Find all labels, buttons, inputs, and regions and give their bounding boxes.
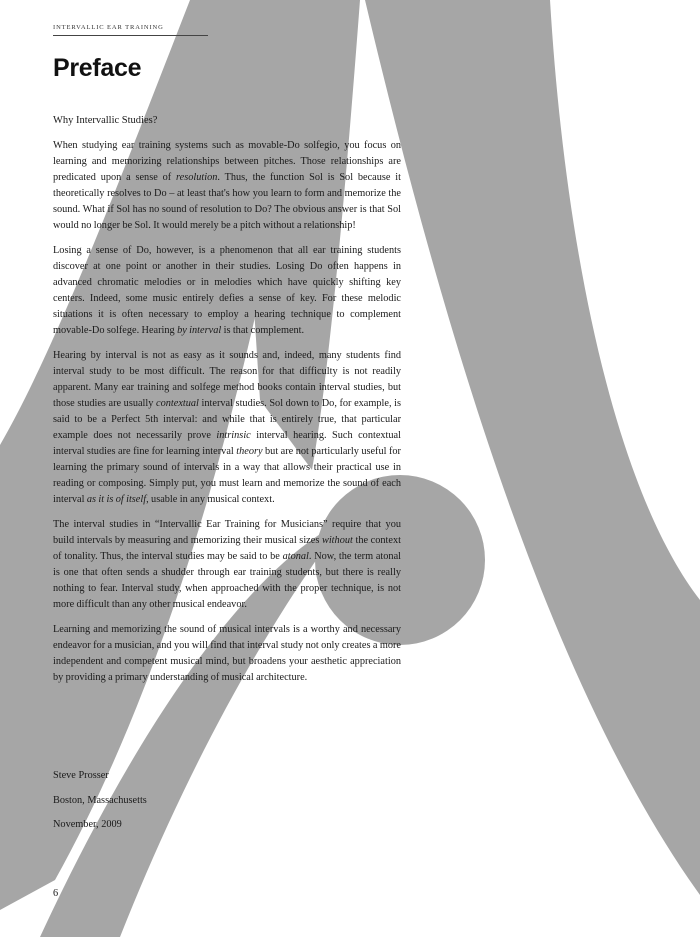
paragraph — [53, 348, 401, 508]
paragraph-text: is that complement. — [221, 325, 305, 336]
emphasis-text: contextual — [156, 398, 199, 409]
preface-date: November, 2009 — [53, 819, 122, 830]
paragraph — [53, 622, 401, 686]
running-head: INTERVALLIC EAR TRAINING — [53, 24, 208, 36]
author-name: Steve Prosser — [53, 770, 109, 781]
preface-body — [53, 113, 401, 695]
paragraph-text: Learning and memorizing the sound of musical intervals is a worthy and necessary endeavor for a musician, and you will find that interval study not only creates a more independent and competent musical mind, but broadens your aesthetic appreciation by providing a primary understanding of musical architecture. — [53, 624, 401, 683]
paragraph-text: but are not particularly useful for learning the primary sound of intervals in a way that allows their practical use in reading or composing. Simply put, you must learn and memorize the sound of each interval — [53, 446, 401, 505]
page-number: 6 — [53, 888, 59, 899]
author-location: Boston, Massachusetts — [53, 794, 147, 806]
signature-block — [53, 768, 147, 842]
paragraph-text: . Thus, the function Sol is Sol because it theoretically resolves to Do – at least that's how you learn to form and memorize the sound. What if Sol has no sound of resolution to Do? The obvious answer is that Sol would no longer be Sol. It would merely be a pitch without a relationship! — [53, 172, 402, 231]
emphasis-text: theory — [236, 446, 263, 457]
paragraph — [53, 517, 401, 613]
emphasis-text: without — [321, 535, 353, 546]
emphasis-text: atonal — [282, 551, 309, 562]
emphasis-text: resolution — [176, 172, 218, 183]
paragraph-text: interval studies. Sol down to Do, for example, is said to be a Perfect 5th interval: and while that is entirely true, that particular example does not necessarily prove — [53, 398, 401, 441]
emphasis-text: intrinsic — [216, 430, 251, 441]
paragraph-text: Losing a sense of Do, however, is a phenomenon that all ear training students discover at one point or another in their studies. Losing Do often happens in advanced chromatic melodies or in melodies which have quickly shifting key centers. Indeed, some music entirely defies a sense of key. For these melodic situations it is often necessary to employ a hearing technique to complement movable-Do solfege. Hearing — [53, 245, 401, 336]
paragraph-text: When studying ear training systems such as movable-Do solfegio, you focus on learning and memorizing relationships between pitches. Those relationships are predicated upon a sense of — [53, 140, 401, 183]
paragraph-text: The interval studies in “Intervallic Ear Training for Musicians” require that you build intervals by measuring and memorizing their musical sizes — [53, 519, 401, 546]
paragraph-text: . Now, the term atonal is one that often sends a shudder through ear training students, but there is really nothing to fear. Interval study, when approached with the proper technique, is not more difficult than any other musical endeavor. — [53, 551, 401, 610]
page-title: Preface — [53, 54, 142, 82]
emphasis-text: as it is of itself — [86, 494, 147, 505]
paragraph-text: , usable in any musical context. — [146, 494, 275, 505]
paragraph-text: the context of tonality. Thus, the interval studies may be said to be — [53, 535, 401, 562]
emphasis-text: by interval — [177, 325, 222, 336]
paragraph — [53, 138, 401, 234]
section-heading: Why Intervallic Studies? — [53, 115, 158, 126]
watermark-right-stroke — [365, 0, 700, 895]
paragraph-text: Hearing by interval is not as easy as it sounds and, indeed, many students find interval study to be most difficult. The reason for that difficulty is not readily apparent. Many ear training and solfege method books contain interval studies, but those studies are usually — [53, 350, 401, 409]
paragraph-text: interval hearing. Such contextual interval studies are fine for learning interval — [53, 430, 401, 457]
paragraph — [53, 243, 401, 339]
